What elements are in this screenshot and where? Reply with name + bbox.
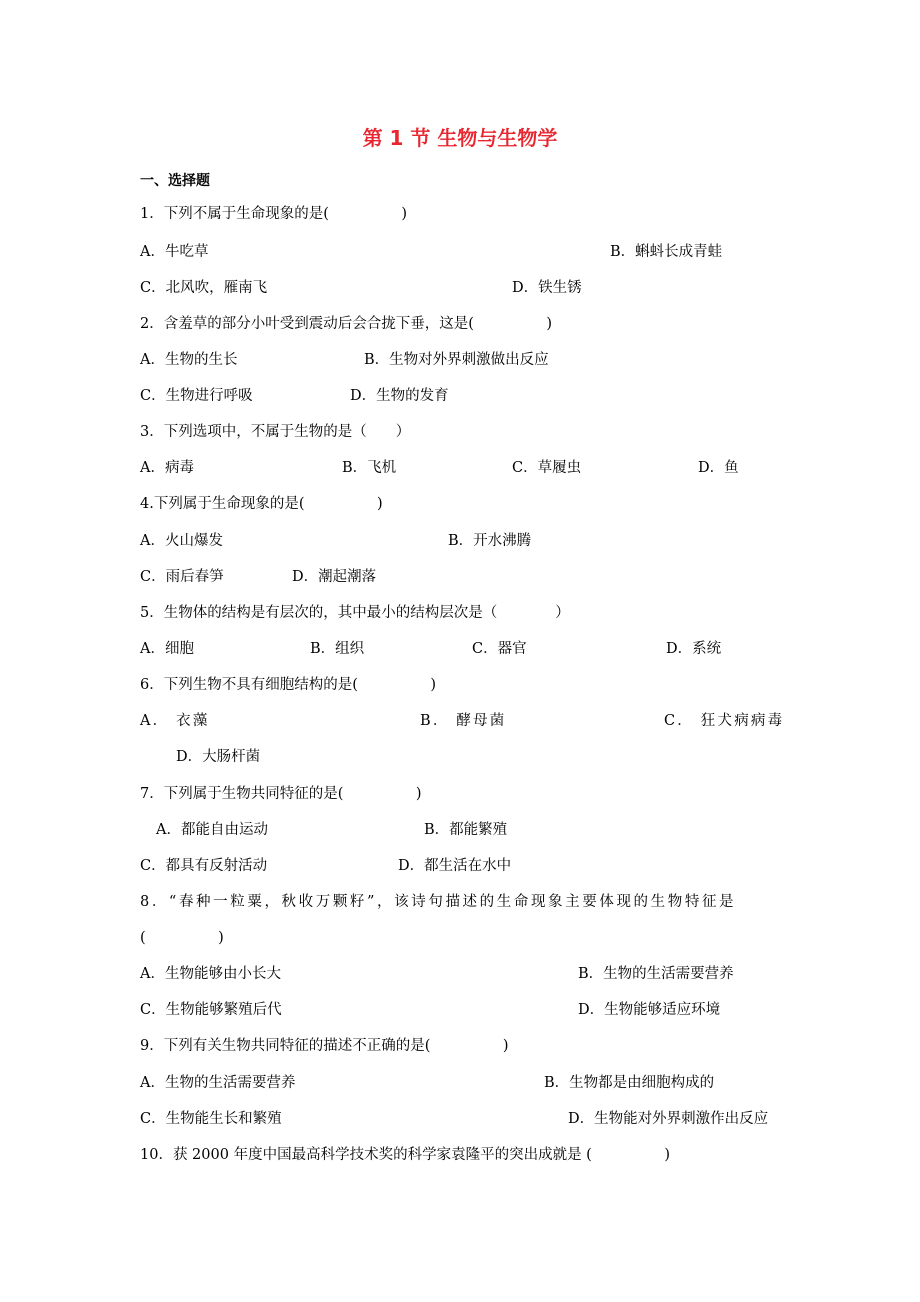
option-d: D．鱼	[698, 460, 739, 476]
option-a: A．生物的生活需要营养	[140, 1075, 296, 1091]
option-c: C．北风吹，雁南飞	[140, 280, 268, 296]
option-b: B．生物的生活需要营养	[578, 966, 734, 982]
option-b: B．生物对外界刺激做出反应	[364, 352, 549, 368]
question-stem: 10．获 2000 年度中国最高科学技术奖的科学家袁隆平的突出成就是 ( )	[140, 1147, 670, 1163]
option-d: D．系统	[666, 641, 722, 657]
option-d: D．铁生锈	[512, 280, 582, 296]
question-stem: 3．下列选项中，不属于生物的是（ ）	[140, 424, 411, 440]
option-d: D．大肠杆菌	[176, 749, 261, 765]
option-a: A．病毒	[140, 460, 194, 476]
option-b: B．都能繁殖	[424, 822, 508, 838]
option-c: C．生物能够繁殖后代	[140, 1002, 282, 1018]
question-stem: 1．下列不属于生命现象的是( )	[140, 206, 408, 222]
option-b: B．蝌蚪长成青蛙	[610, 244, 723, 260]
option-a: A．生物能够由小长大	[140, 966, 281, 982]
option-c: C．器官	[472, 641, 527, 657]
option-d: D．潮起潮落	[292, 569, 377, 585]
question-stem: 5．生物体的结构是有层次的，其中最小的结构层次是（ ）	[140, 605, 570, 621]
question-stem: 6．下列生物不具有细胞结构的是( )	[140, 677, 437, 693]
section-heading: 一、选择题	[140, 173, 210, 189]
question-stem-continuation: ( )	[140, 930, 224, 946]
option-d: D．生物能够适应环境	[578, 1002, 721, 1018]
question-stem: 7．下列属于生物共同特征的是( )	[140, 786, 422, 802]
option-a: A． 衣藻	[140, 713, 210, 729]
option-b: B．生物都是由细胞构成的	[544, 1075, 715, 1091]
question-stem: 9．下列有关生物共同特征的描述不正确的是( )	[140, 1038, 509, 1054]
option-b: B．组织	[310, 641, 365, 657]
question-stem: 4.下列属于生命现象的是( )	[140, 496, 383, 512]
option-c: C． 狂犬病病毒	[664, 713, 785, 729]
option-c: C．雨后春笋	[140, 569, 224, 585]
option-d: D．生物能对外界刺激作出反应	[568, 1111, 769, 1127]
option-c: C．生物进行呼吸	[140, 388, 253, 404]
option-a: A．牛吃草	[140, 244, 209, 260]
option-c: C．草履虫	[512, 460, 582, 476]
option-d: D．都生活在水中	[398, 858, 512, 874]
option-c: C．都具有反射活动	[140, 858, 268, 874]
option-a: A．细胞	[140, 641, 194, 657]
option-b: B．飞机	[342, 460, 397, 476]
page-title: 第 1 节 生物与生物学	[362, 126, 558, 150]
option-a: A．生物的生长	[140, 352, 238, 368]
question-stem: 8．“春种一粒粟，秋收万颗籽”，该诗句描述的生命现象主要体现的生物特征是	[140, 894, 737, 910]
option-b: B．开水沸腾	[448, 533, 532, 549]
option-b: B． 酵母菌	[420, 713, 507, 729]
option-c: C．生物能生长和繁殖	[140, 1111, 282, 1127]
question-stem: 2．含羞草的部分小叶受到震动后会合拢下垂，这是( )	[140, 316, 553, 332]
option-d: D．生物的发育	[350, 388, 449, 404]
option-a: A．火山爆发	[140, 533, 223, 549]
option-a: A．都能自由运动	[156, 822, 268, 838]
